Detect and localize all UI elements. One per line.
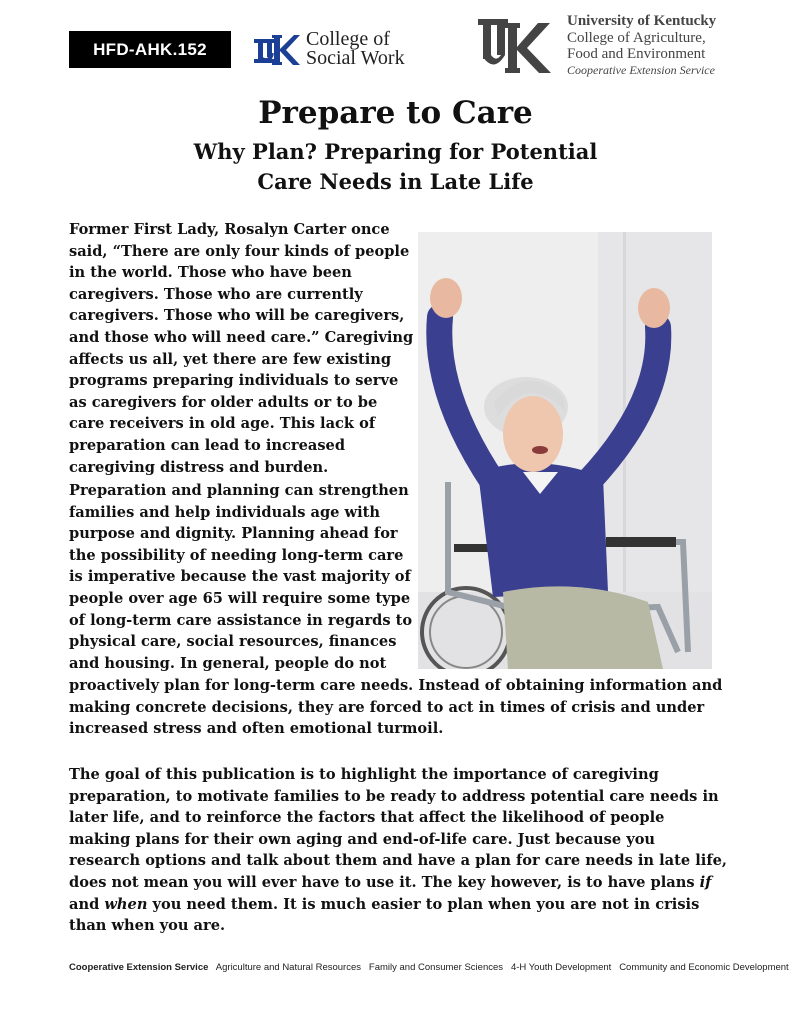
emphasis-if: if xyxy=(699,873,712,891)
footer-program-areas xyxy=(69,962,789,973)
paragraph-planning-part2: proactively plan for long-term care needs. Instead of obtaining information and making concrete decisions, they are forced to act in times of crisis and under increased stress and often emotional turmoil. xyxy=(69,677,723,738)
uk-line3: Food and Environment xyxy=(567,46,706,62)
college-of-social-work-logo xyxy=(254,30,405,68)
csw-line1: College of xyxy=(306,28,390,50)
paragraph-carter-quote: Former First Lady, Rosalyn Carter once said, “There are only four kinds of people in the world. Those who have been caregivers. Those who are currently caregivers. Those who will be caregivers, and those who will need care.” Caregiving affects us all, yet there are few existing programs preparing individuals to serve as caregivers for older adults or to be care receivers in old age. This lack of preparation can lead to increased caregiving distress and burden. xyxy=(69,221,414,476)
paragraph-publication-goal xyxy=(69,764,729,937)
uk-blue-logo-icon xyxy=(254,31,300,67)
publication-code-badge: HFD-AHK.152 xyxy=(69,31,231,68)
uk-college-affiliation xyxy=(567,13,716,79)
subtitle-line2: Care Needs in Late Life xyxy=(257,169,534,194)
goal-text-and: and xyxy=(69,895,105,913)
emphasis-when: when xyxy=(104,895,148,913)
uk-line4: Cooperative Extension Service xyxy=(567,63,715,77)
goal-text-a: The goal of this publication is to highlight the importance of caregiving preparation, to motivate families to be ready to address potential care needs in later life, and to reinforce the factors that affect the likelihood of people making plans for their own aging and end-of-life care. Just because you research options and talk about them and have a plan for care needs in late life, does not mean you will ever have to use it. The key however, is to have plans xyxy=(69,766,727,891)
uk-line2: College of Agriculture, xyxy=(567,30,706,46)
uk-line1: University of Kentucky xyxy=(567,13,717,29)
footer-areas: Agriculture and Natural Resources Family and Consumer Sciences 4-H Youth Development Community and Economic Development xyxy=(208,962,789,973)
subtitle-line1: Why Plan? Preparing for Potential xyxy=(193,139,598,164)
paragraph-planning-part1: Preparation and planning can strengthen families and help individuals age with purpose and dignity. Planning ahead for the possibility of needing long-term care is imperative because the vast majority of people over age 65 will require some type of long-term care assistance in regards to physical care, social resources, finances and housing. In general, people do not xyxy=(69,482,413,672)
goal-text-b: you need them. It is much easier to plan when you are not in crisis than when you are. xyxy=(69,895,700,935)
page-subtitle xyxy=(0,137,791,197)
page-title: Prepare to Care xyxy=(258,95,533,131)
csw-line2: Social Work xyxy=(306,47,405,69)
uk-gray-logo-icon xyxy=(478,17,553,75)
photo-senior-woman-wheelchair xyxy=(418,232,712,669)
footer-ces: Cooperative Extension Service xyxy=(69,962,209,973)
